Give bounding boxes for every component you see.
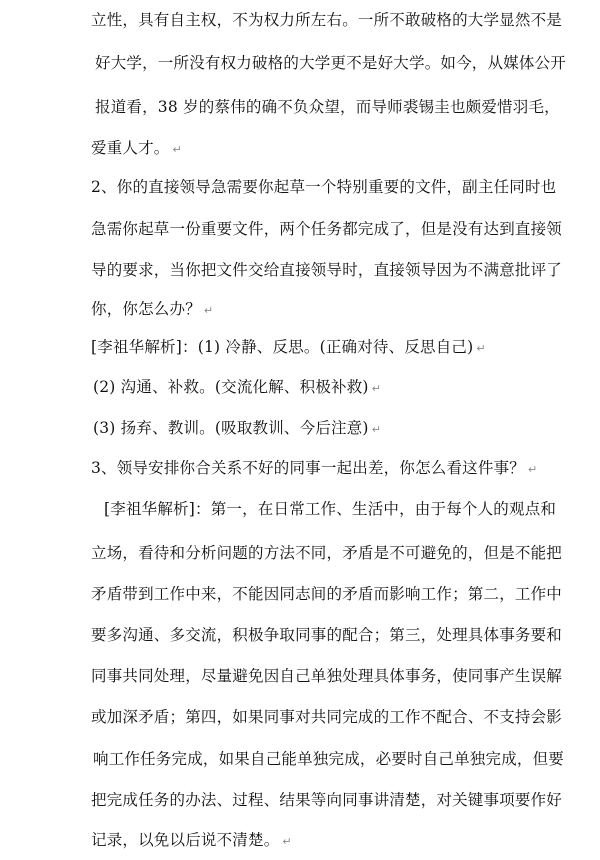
text-line [91, 625, 562, 645]
line-text: 响工作任务完成，如果自己能单独完成，必要时自己单独完成，但要 [93, 750, 565, 768]
paragraph-mark-icon: ↵ [203, 304, 214, 317]
text-line [91, 299, 213, 321]
text-line [95, 97, 560, 117]
text-line [91, 10, 562, 30]
line-text: 要多沟通、多交流，积极争取同事的配合；第三，处理具体事务要和 [91, 626, 563, 644]
paragraph-mark-icon: ↵ [172, 143, 182, 156]
line-text: 导的要求，当你把文件交给直接领导时，直接领导因为不满意批评了 [91, 261, 563, 279]
text-line [95, 53, 566, 73]
text-line [91, 260, 562, 280]
text-line [91, 458, 537, 480]
line-text: 立场，看待和分析问题的方法不同，矛盾是不可避免的，但是不能把 [91, 544, 563, 562]
line-text: 或加深矛盾；第四，如果同事对共同完成的工作不配合、不支持会影 [91, 708, 563, 726]
text-line [93, 418, 381, 440]
paragraph-mark-icon: ↵ [476, 342, 486, 355]
line-text: 记录，以免以后说不清楚。 [91, 831, 280, 849]
text-line [104, 499, 556, 519]
text-line [91, 543, 562, 563]
text-line [93, 377, 381, 399]
text-line [91, 830, 292, 852]
text-line [91, 138, 182, 160]
line-text: (3) 扬弃、教训。(吸取教训、今后注意) [93, 419, 369, 437]
line-text: [李祖华解析]：(1) 冷静、反思。(正确对待、反思自己) [91, 338, 474, 356]
line-text: 爱重人才。 [91, 139, 170, 157]
line-text: (2) 沟通、补救。(交流化解、积极补救) [93, 378, 369, 396]
text-line [93, 749, 564, 769]
text-line [91, 584, 562, 604]
text-line [91, 707, 562, 727]
line-text: 立性，具有自主权，不为权力所左右。一所不敢破格的大学显然不是 [91, 11, 563, 29]
text-line [91, 666, 562, 686]
paragraph-mark-icon: ↵ [282, 835, 292, 848]
line-text: 急需你起草一份重要文件，两个任务都完成了，但是没有达到直接领 [91, 220, 563, 238]
line-text: 你，你怎么办？ [91, 300, 201, 318]
line-text: 好大学，一所没有权力破格的大学更不是好大学。如今，从媒体公开 [95, 54, 567, 72]
text-line [91, 219, 562, 239]
text-line [91, 790, 562, 810]
line-text: 把完成任务的办法、过程、结果等向同事讲清楚，对关键事项要作好 [91, 791, 563, 809]
line-text: 同事共同处理，尽量避免因自己单独处理具体事务，使同事产生误解 [91, 667, 563, 685]
paragraph-mark-icon: ↵ [527, 463, 538, 476]
line-text: 3、领导安排你合关系不好的同事一起出差，你怎么看这件事？ [91, 459, 525, 477]
paragraph-mark-icon: ↵ [371, 423, 382, 436]
line-text: 报道看，38 岁的蔡伟的确不负众望，而导师裘锡圭也颇爱惜羽毛， [95, 98, 560, 116]
line-text: [李祖华解析]：第一，在日常工作、生活中，由于每个人的观点和 [104, 500, 557, 518]
paragraph-mark-icon: ↵ [371, 382, 382, 395]
line-text: 矛盾带到工作中来，不能因同志间的矛盾而影响工作；第二，工作中 [91, 585, 563, 603]
line-text: 2、你的直接领导急需要你起草一个特别重要的文件，副主任同时也 [91, 178, 557, 196]
text-line [91, 177, 556, 197]
text-line [91, 337, 486, 359]
